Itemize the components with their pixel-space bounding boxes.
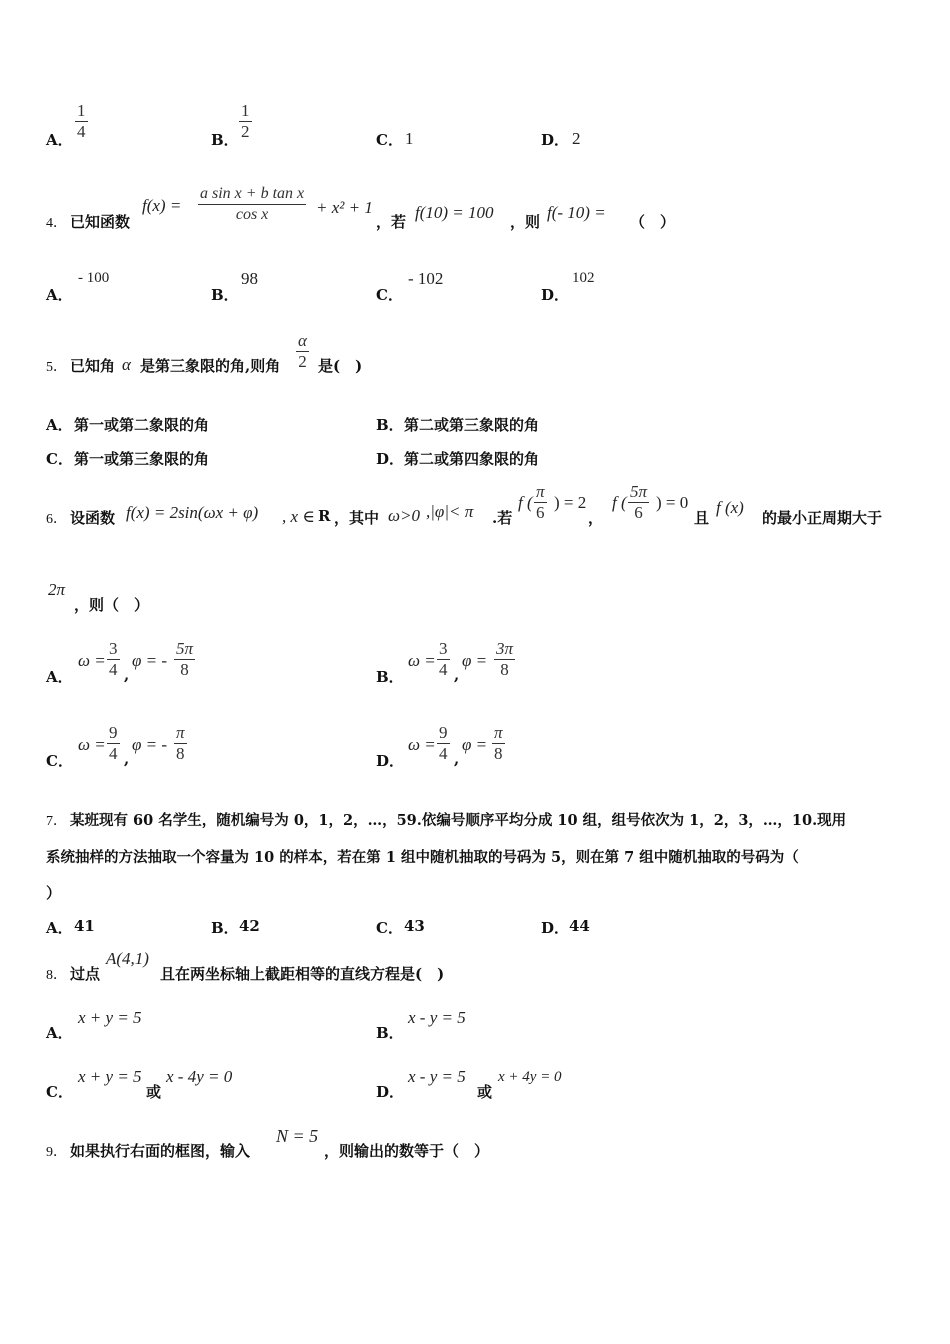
q8-option-a-eq: x + y = 5 xyxy=(78,1008,142,1027)
q5-option-a-label: A． xyxy=(46,416,73,434)
q6-c3-fraction xyxy=(534,482,547,523)
q6-option-d-phi-num: π xyxy=(494,723,503,742)
q5-option-b-label: B． xyxy=(376,416,404,434)
q3-option-a-num: 1 xyxy=(77,101,86,120)
q6-option-b-omega-den: 4 xyxy=(439,660,448,679)
q4-frac-den: cos x xyxy=(235,206,269,223)
q6-option-a-sep: , xyxy=(124,666,130,684)
q6-option-b-phi: φ = xyxy=(462,651,488,670)
q6-function: f(x) = 2sin(ωx + φ) xyxy=(126,503,259,522)
q6-option-d-omega: ω = xyxy=(408,735,436,754)
q4-stem-pre: 已知函数 xyxy=(70,213,131,231)
q6-option-c-phi-den: 8 xyxy=(176,744,185,763)
q5-option-d-label: D． xyxy=(376,450,405,468)
q6-option-d-sep: , xyxy=(454,750,460,768)
q9-stem-post: ，则输出的数等于（ ） xyxy=(324,1142,490,1160)
q6-c3-lhs: f ( xyxy=(518,493,533,512)
q5-frac-den: 2 xyxy=(298,352,307,371)
q6-comma: ， xyxy=(588,509,604,527)
q6-option-d-omega-frac xyxy=(437,723,450,764)
q5-stem-pre: 已知角 xyxy=(70,357,116,375)
q4-option-b-label: B． xyxy=(211,286,239,304)
q4-option-a-value: - 100 xyxy=(78,270,110,286)
q3-option-a-fraction xyxy=(75,101,88,142)
q4-option-c-label: C． xyxy=(376,286,403,304)
q5-option-d-text: 第二或第四象限的角 xyxy=(404,450,540,468)
q3-option-d-value: 2 xyxy=(572,129,581,148)
q6-mid2: .若 xyxy=(492,509,513,527)
q8-option-d-or: 或 xyxy=(477,1083,493,1101)
q4-option-b-value: 98 xyxy=(241,269,258,288)
q7-line3: ） xyxy=(46,884,62,902)
q6-option-b-phi-frac xyxy=(494,639,515,680)
q6-line2-text: ，则（ ） xyxy=(74,596,150,614)
q4-ask: f(- 10) = xyxy=(547,203,606,222)
q6-option-a-phi-num: 5π xyxy=(176,639,194,658)
q8-point: A(4,1) xyxy=(106,949,149,968)
q9-input: N = 5 xyxy=(276,1126,319,1146)
q6-option-d-phi-den: 8 xyxy=(494,744,503,763)
q6-option-a-label: A． xyxy=(46,668,73,686)
q6-option-c-omega: ω = xyxy=(78,735,106,754)
q8-number: 8． xyxy=(46,968,67,983)
q6-option-a-phi-den: 8 xyxy=(180,660,189,679)
q4-option-a-label: A． xyxy=(46,286,73,304)
q5-option-a-text: 第一或第二象限的角 xyxy=(74,416,210,434)
q5-option-b-text: 第二或第三象限的角 xyxy=(404,416,540,434)
q8-option-d-label: D． xyxy=(376,1083,405,1101)
q7-option-c-text: 43 xyxy=(404,917,425,935)
q6-and: 且 xyxy=(694,509,710,527)
q7-option-d-text: 44 xyxy=(569,917,590,935)
q8-option-c-eq1: x + y = 5 xyxy=(78,1067,142,1086)
q6-option-a-omega-frac xyxy=(107,639,120,680)
q7-line1: 某班现有 60 名学生，随机编号为 0，1，2，…，59.依编号顺序平均分成 10 组，组号依次为 1，2，3，…，10.现用 xyxy=(70,812,847,829)
q5-alpha: α xyxy=(122,355,131,374)
q6-option-b-omega-frac xyxy=(437,639,450,680)
q7-line2: 系统抽样的方法抽取一个容量为 10 的样本，若在第 1 组中随机抽取的号码为 5，则在第 7 组中随机抽取的号码为（ xyxy=(46,849,799,866)
q6-mid1: ，其中 xyxy=(334,509,380,527)
q4-option-d-value: 102 xyxy=(572,270,595,286)
q6-option-d-omega-den: 4 xyxy=(439,744,448,763)
q5-number: 5． xyxy=(46,360,67,375)
q7-option-a-text: 41 xyxy=(74,917,95,935)
q6-option-a-omega-den: 4 xyxy=(109,660,118,679)
q6-option-a-phi-frac xyxy=(174,639,195,680)
q6-option-c-label: C． xyxy=(46,752,73,770)
q6-c3-rhs: ) = 2 xyxy=(554,493,587,512)
q7-option-a-label: A． xyxy=(46,919,73,937)
q7-option-c-label: C． xyxy=(376,919,403,937)
q6-option-c-omega-frac xyxy=(107,723,120,764)
q6-c3-den: 6 xyxy=(536,503,545,522)
q9-number: 9． xyxy=(46,1145,67,1160)
q6-c4-lhs: f ( xyxy=(612,493,627,512)
q3-option-b-den: 2 xyxy=(241,122,250,141)
q8-stem-pre: 过点 xyxy=(70,965,101,983)
q6-line2-math: 2π xyxy=(48,580,66,599)
q5-stem-mid: 是第三象限的角,则角 xyxy=(140,357,281,375)
q4-frac-num: a sin x + b tan x xyxy=(200,185,305,202)
q6-option-c-phi-num: π xyxy=(176,723,185,742)
q8-option-c-or: 或 xyxy=(146,1083,162,1101)
q3-option-a-label: A． xyxy=(46,131,73,149)
q6-option-a-omega: ω = xyxy=(78,651,106,670)
q6-option-c-phi-frac xyxy=(174,723,187,764)
q5-stem-post: 是( ) xyxy=(318,357,363,375)
q6-option-b-sep: , xyxy=(454,666,460,684)
q4-f-lhs: f(x) = xyxy=(142,196,182,215)
q6-c4-rhs: ) = 0 xyxy=(656,493,689,512)
q6-option-d-phi-frac xyxy=(492,723,505,764)
q7-option-b-text: 42 xyxy=(239,917,260,935)
q6-option-d-label: D． xyxy=(376,752,405,770)
q6-option-b-phi-num: 3π xyxy=(496,639,514,658)
q3-option-c-value: 1 xyxy=(405,129,414,148)
q7-option-d-label: D． xyxy=(541,919,570,937)
q4-tail: （ ） xyxy=(630,213,676,231)
q6-option-a-omega-num: 3 xyxy=(109,639,118,658)
q6-option-c-omega-den: 4 xyxy=(109,744,118,763)
q4-option-c-value: - 102 xyxy=(408,269,444,288)
q6-option-d-omega-num: 9 xyxy=(439,723,448,742)
q6-option-b-omega-num: 3 xyxy=(439,639,448,658)
q8-option-a-label: A． xyxy=(46,1024,73,1042)
q8-option-c-eq2: x - 4y = 0 xyxy=(166,1067,233,1086)
q3-option-b-label: B． xyxy=(211,131,239,149)
q6-option-b-label: B． xyxy=(376,668,404,686)
q6-c4-den: 6 xyxy=(634,503,643,522)
q6-option-b-phi-den: 8 xyxy=(500,660,509,679)
q6-domain: , x ∈ xyxy=(282,507,315,526)
q6-tail1: 的最小正周期大于 xyxy=(762,509,883,527)
q5-frac-num: α xyxy=(298,331,307,350)
q6-domain-r: R xyxy=(318,507,331,525)
q4-fraction xyxy=(198,184,306,225)
q5-fraction xyxy=(296,331,309,372)
q3-option-b-fraction xyxy=(239,101,252,142)
q6-cond1: ω>0 xyxy=(388,506,420,525)
q4-condition: f(10) = 100 xyxy=(415,203,494,222)
q6-stem-pre: 设函数 xyxy=(70,509,116,527)
q8-stem-post: 且在两坐标轴上截距相等的直线方程是( ) xyxy=(160,965,445,983)
q6-c4-fraction xyxy=(628,482,649,523)
q6-option-c-omega-num: 9 xyxy=(109,723,118,742)
q6-option-d-phi: φ = xyxy=(462,735,488,754)
q3-option-b-num: 1 xyxy=(241,101,250,120)
q4-mid2: ，则 xyxy=(510,213,541,231)
q6-option-c-sep: , xyxy=(124,750,130,768)
q3-option-c-label: C． xyxy=(376,131,403,149)
q7-option-b-label: B． xyxy=(211,919,239,937)
q6-option-b-omega: ω = xyxy=(408,651,436,670)
q3-option-a-den: 4 xyxy=(77,122,86,141)
q5-option-c-text: 第一或第三象限的角 xyxy=(74,450,210,468)
q4-mid1: ，若 xyxy=(376,213,407,231)
q6-fx: f (x) xyxy=(716,498,744,517)
q6-c4-num: 5π xyxy=(630,482,648,501)
q5-option-c-label: C． xyxy=(46,450,73,468)
q6-cond2: ,|φ|< π xyxy=(426,502,474,521)
q3-option-d-label: D． xyxy=(541,131,570,149)
q6-option-c-phi: φ = - xyxy=(132,735,168,754)
q8-option-b-eq: x - y = 5 xyxy=(408,1008,466,1027)
q9-stem-pre: 如果执行右面的框图，输入 xyxy=(70,1142,251,1160)
q7-number: 7． xyxy=(46,814,67,829)
q4-f-tail: + x² + 1 xyxy=(316,198,373,217)
q8-option-b-label: B． xyxy=(376,1024,404,1042)
q6-c3-num: π xyxy=(536,482,545,501)
q8-option-d-eq2: x + 4y = 0 xyxy=(498,1069,562,1085)
q4-number: 4． xyxy=(46,216,67,231)
q8-option-d-eq1: x - y = 5 xyxy=(408,1067,466,1086)
q8-option-c-label: C． xyxy=(46,1083,73,1101)
q6-option-a-phi: φ = - xyxy=(132,651,168,670)
q6-number: 6． xyxy=(46,512,67,527)
q4-option-d-label: D． xyxy=(541,286,570,304)
